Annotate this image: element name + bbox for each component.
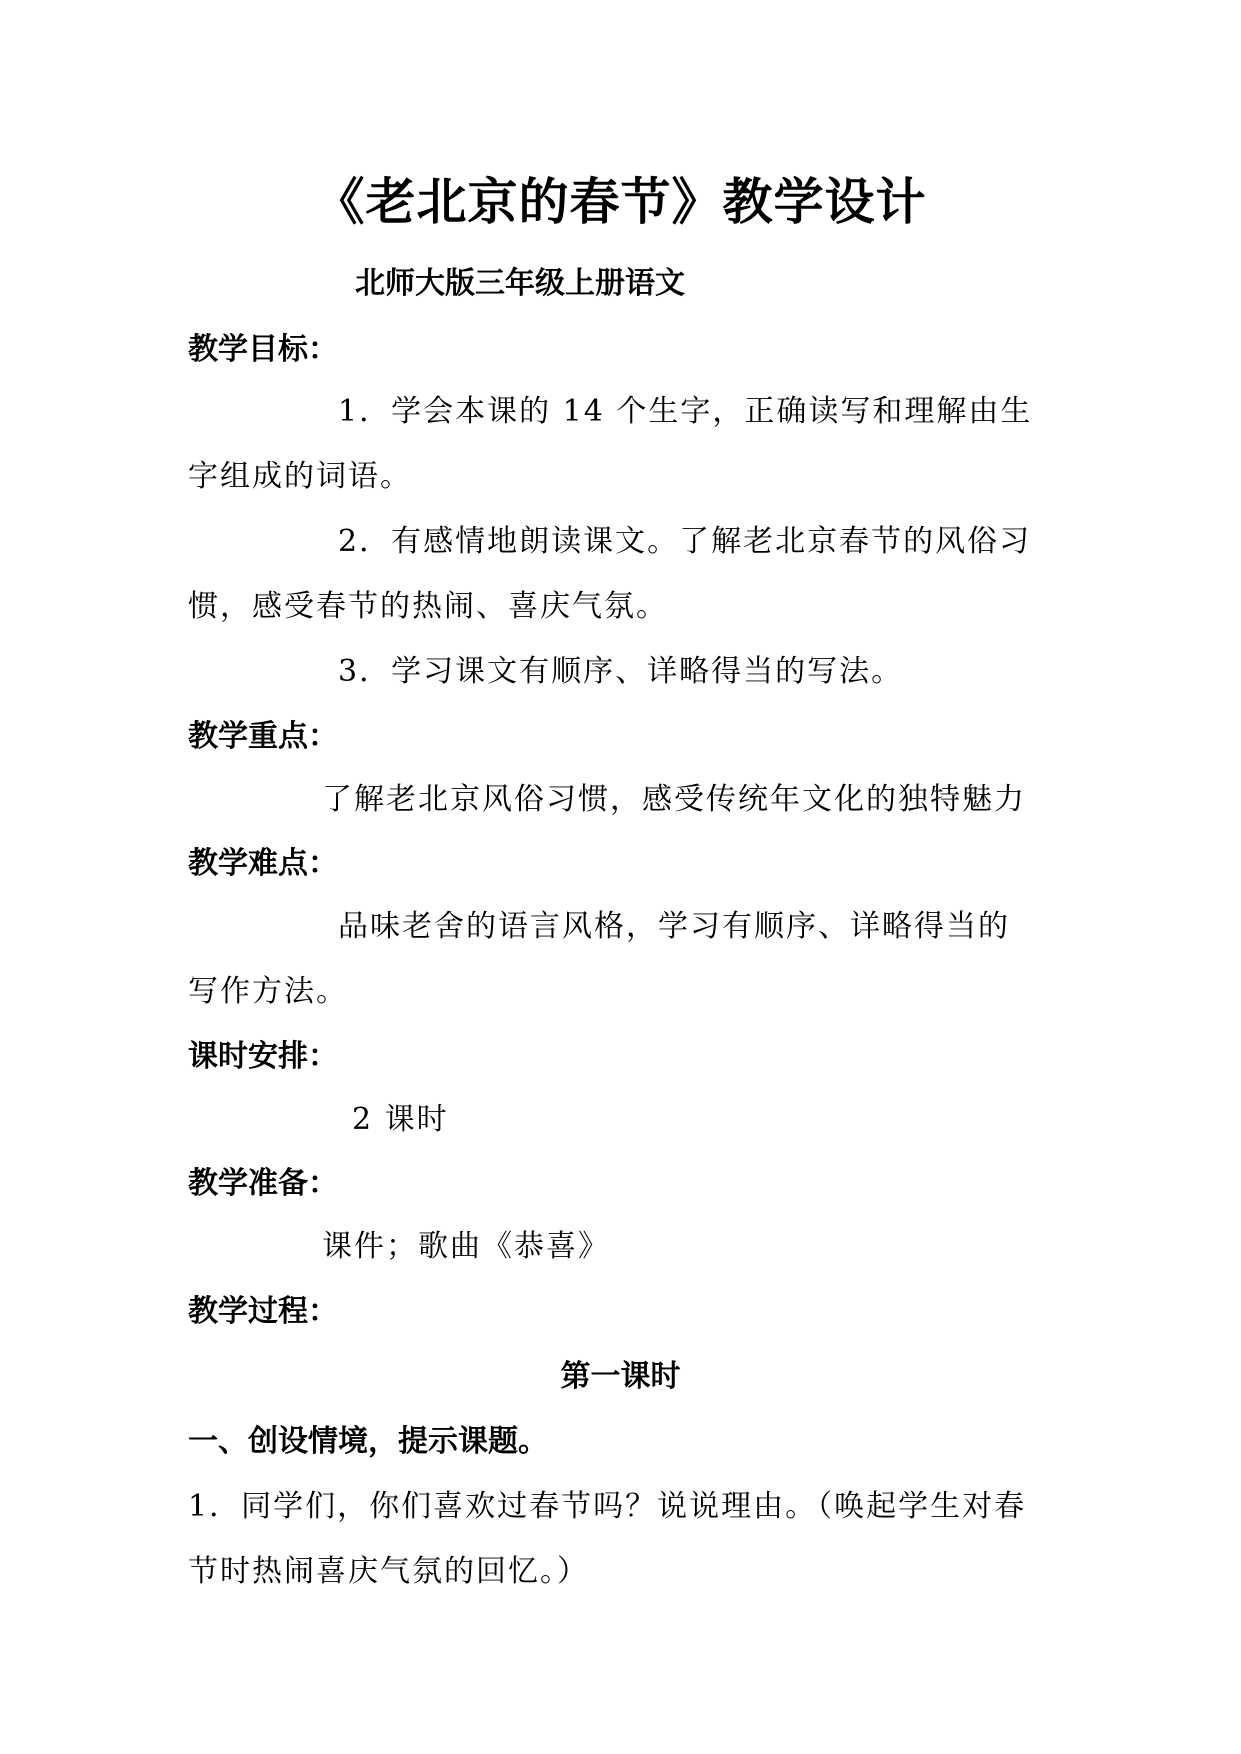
objective-3: 3．学习课文有顺序、详略得当的写法。 <box>338 654 904 689</box>
difficulties-heading: 教学难点： <box>188 846 338 881</box>
document-subtitle: 北师大版三年级上册语文 <box>355 266 685 301</box>
objectives-heading: 教学目标： <box>188 332 338 367</box>
lesson-title: 第一课时 <box>560 1359 681 1394</box>
key-points-heading: 教学重点： <box>188 719 338 754</box>
difficulties-line-1: 品味老舍的语言风格，学习有顺序、详略得当的 <box>338 909 1010 944</box>
objective-2-line-2: 惯，感受春节的热闹、喜庆气氛。 <box>188 589 668 624</box>
section-1-heading: 一、创设情境，提示课题。 <box>188 1424 548 1459</box>
schedule-heading: 课时安排： <box>188 1039 338 1074</box>
objective-1-line-2: 字组成的词语。 <box>188 459 412 494</box>
objective-2-line-1: 2．有感情地朗读课文。了解老北京春节的风俗习 <box>338 524 1032 559</box>
document-title: 《老北京的春节》教学设计 <box>314 173 927 231</box>
step-1-line-2: 节时热闹喜庆气氛的回忆。） <box>188 1554 589 1589</box>
objective-1-line-1: 1．学会本课的 14 个生字，正确读写和理解由生 <box>338 394 1033 429</box>
schedule-text: 2 课时 <box>352 1102 449 1137</box>
key-points-text: 了解老北京风俗习惯，感受传统年文化的独特魅力 <box>322 782 1026 817</box>
preparation-text: 课件；歌曲《恭喜》 <box>322 1229 610 1264</box>
process-heading: 教学过程： <box>188 1294 338 1329</box>
preparation-heading: 教学准备： <box>188 1166 338 1201</box>
difficulties-line-2: 写作方法。 <box>188 974 348 1009</box>
step-1-line-1: 1．同学们，你们喜欢过春节吗？说说理由。（唤起学生对春 <box>188 1489 1027 1524</box>
